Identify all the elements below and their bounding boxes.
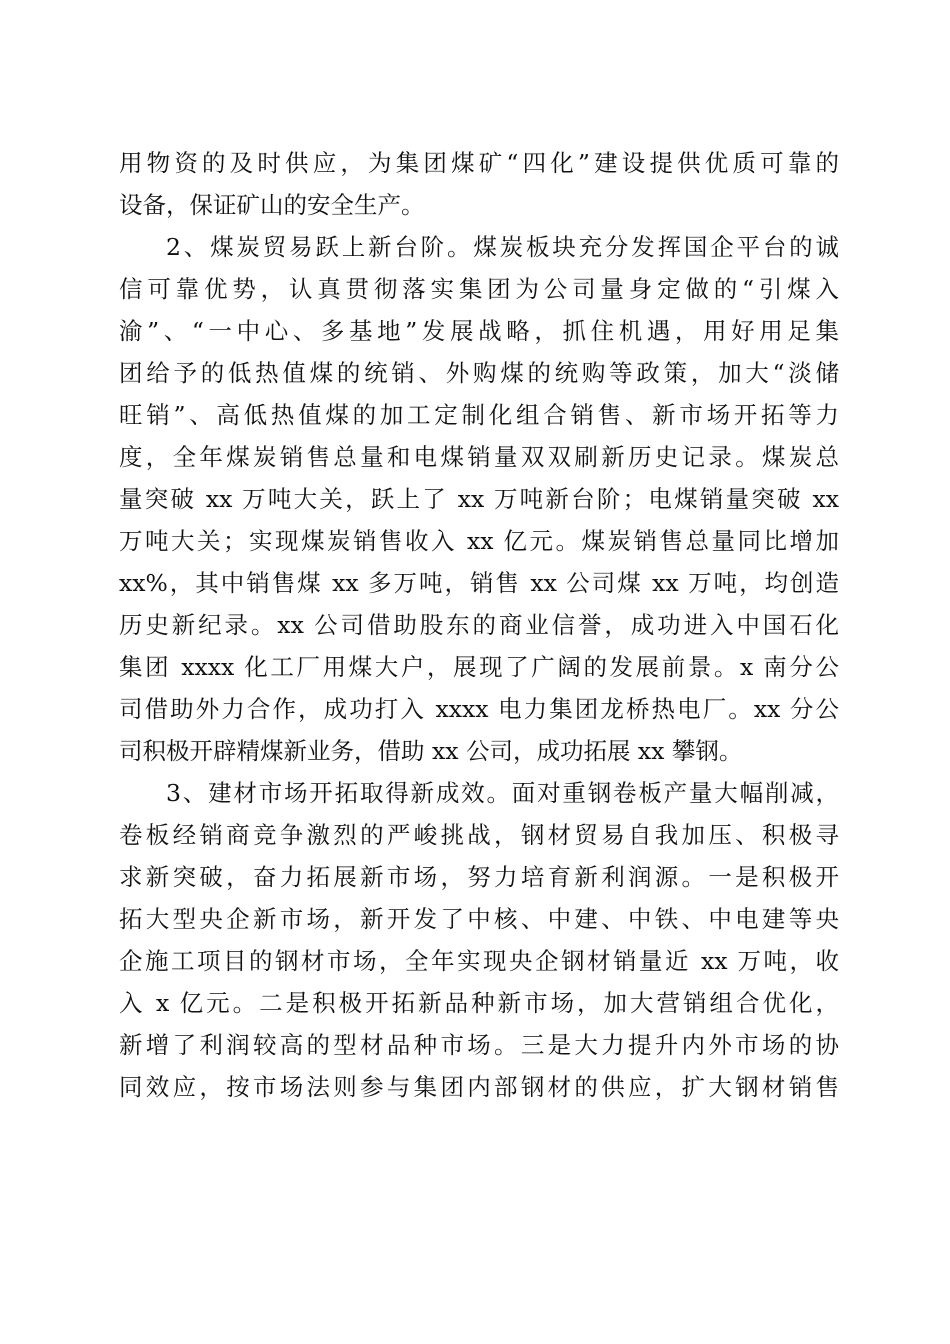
paragraph-start-line: 2、煤炭贸易跃上新台阶。煤炭板块充分发挥国企平台的诚 bbox=[166, 233, 839, 261]
text-line: 新增了利润较高的型材品种市场。三是大力提升内外市场的协 bbox=[119, 1031, 839, 1059]
text-line: 集团 xxxx 化工厂用煤大户，展现了广阔的发展前景。x 南分公 bbox=[119, 653, 839, 681]
document-body bbox=[119, 142, 839, 1108]
text-line: 入 x 亿元。二是积极开拓新品种新市场，加大营销组合优化， bbox=[119, 989, 839, 1017]
paragraph-start-line: 3、建材市场开拓取得新成效。面对重钢卷板产量大幅削减， bbox=[166, 779, 839, 807]
text-line: 团给予的低热值煤的统销、外购煤的统购等政策，加大“淡储 bbox=[119, 359, 839, 387]
text-line: 拓大型央企新市场，新开发了中核、中建、中铁、中电建等央 bbox=[119, 905, 839, 933]
text-line: 万吨大关；实现煤炭销售收入 xx 亿元。煤炭销售总量同比增加 bbox=[119, 527, 839, 555]
text-line: 卷板经销商竞争激烈的严峻挑战，钢材贸易自我加压、积极寻 bbox=[119, 821, 839, 849]
text-line: 度，全年煤炭销售总量和电煤销量双双刷新历史记录。煤炭总 bbox=[119, 443, 839, 471]
text-line: 设备，保证矿山的安全生产。 bbox=[119, 191, 425, 219]
text-line: 信可靠优势，认真贯彻落实集团为公司量身定做的“引煤入 bbox=[119, 275, 839, 303]
text-line: 同效应，按市场法则参与集团内部钢材的供应，扩大钢材销售 bbox=[119, 1073, 839, 1101]
text-line: 量突破 xx 万吨大关，跃上了 xx 万吨新台阶；电煤销量突破 xx bbox=[119, 485, 839, 513]
text-line: 企施工项目的钢材市场，全年实现央企钢材销量近 xx 万吨，收 bbox=[119, 947, 839, 975]
text-line: 司积极开辟精煤新业务，借助 xx 公司，成功拓展 xx 攀钢。 bbox=[119, 737, 743, 765]
text-line: 旺销”、高低热值煤的加工定制化组合销售、新市场开拓等力 bbox=[119, 401, 839, 429]
text-line: 用物资的及时供应，为集团煤矿“四化”建设提供优质可靠的 bbox=[119, 149, 839, 177]
text-line: 求新突破，奋力拓展新市场，努力培育新利润源。一是积极开 bbox=[119, 863, 839, 891]
text-line: xx%，其中销售煤 xx 多万吨，销售 xx 公司煤 xx 万吨，均创造 bbox=[119, 569, 839, 597]
text-line: 渝”、“一中心、多基地”发展战略，抓住机遇，用好用足集 bbox=[119, 317, 839, 345]
text-line: 司借助外力合作，成功打入 xxxx 电力集团龙桥热电厂。xx 分公 bbox=[119, 695, 839, 723]
text-line: 历史新纪录。xx 公司借助股东的商业信誉，成功进入中国石化 bbox=[119, 611, 839, 639]
